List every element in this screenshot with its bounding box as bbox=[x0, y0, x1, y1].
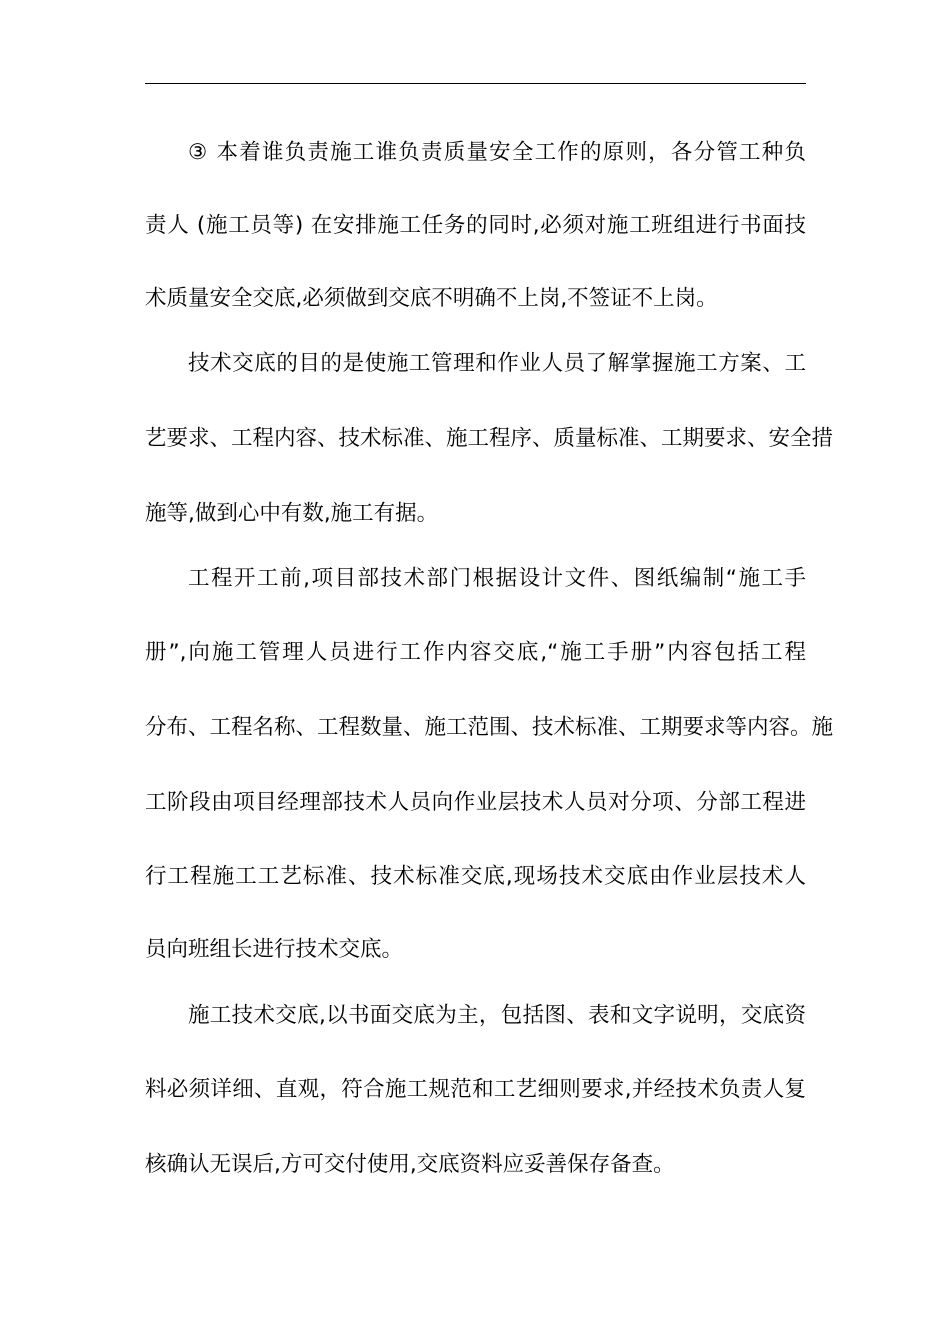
paragraph-3-line-4: 工阶段由项目经理部技术人员向作业层技术人员对分项、分部工程进 bbox=[145, 790, 806, 815]
header-rule bbox=[145, 83, 806, 84]
paragraph-1-line-3: 术质量安全交底,必须做到交底不明确不上岗,不签证不上岗。 bbox=[145, 286, 718, 311]
paragraph-3-line-1: 工程开工前,项目部技术部门根据设计文件、图纸编制“施工手 bbox=[188, 566, 806, 591]
paragraph-2-line-2: 艺要求、工程内容、技术标准、施工程序、质量标准、工期要求、安全措 bbox=[145, 426, 834, 451]
paragraph-4-line-1: 施工技术交底,以书面交底为主，包括图、表和文字说明，交底资 bbox=[188, 1003, 806, 1028]
paragraph-4-line-2: 料必须详细、直观，符合施工规范和工艺细则要求,并经技术负责人复 bbox=[145, 1077, 806, 1102]
paragraph-3-line-6: 员向班组长进行技术交底。 bbox=[145, 937, 404, 962]
paragraph-2-line-1: 技术交底的目的是使施工管理和作业人员了解掌握施工方案、工 bbox=[188, 351, 806, 376]
paragraph-1-line-2: 责人 (施工员等) 在安排施工任务的同时,必须对施工班组进行书面技 bbox=[145, 213, 806, 238]
paragraph-2-line-3: 施等,做到心中有数,施工有据。 bbox=[145, 501, 439, 526]
paragraph-4-line-3: 核确认无误后,方可交付使用,交底资料应妥善保存备查。 bbox=[145, 1152, 675, 1177]
paragraph-3-line-3: 分布、工程名称、工程数量、施工范围、技术标准、工期要求等内容。施 bbox=[145, 715, 834, 740]
paragraph-1-line-1: ③ 本着谁负责施工谁负责质量安全工作的原则，各分管工种负 bbox=[188, 140, 806, 165]
paragraph-3-line-5: 行工程施工工艺标准、技术标准交底,现场技术交底由作业层技术人 bbox=[145, 864, 806, 889]
paragraph-3-line-2: 册”,向施工管理人员进行工作内容交底,“施工手册”内容包括工程 bbox=[145, 640, 806, 665]
